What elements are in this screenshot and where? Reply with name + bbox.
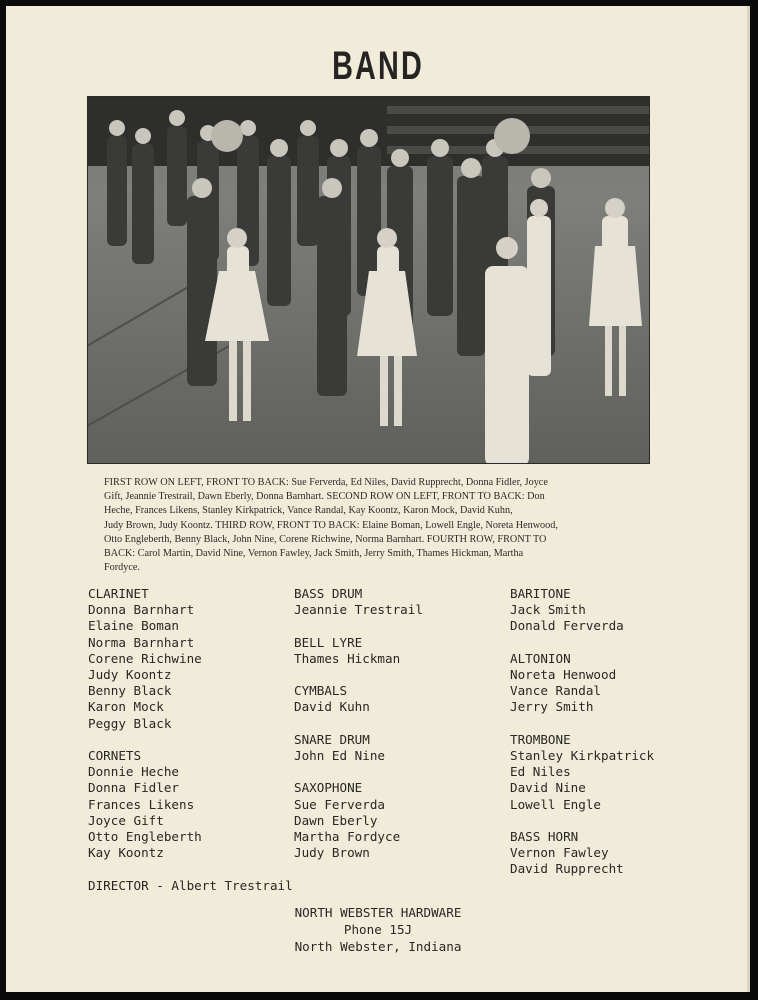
- roster-column-1: [88, 586, 202, 878]
- member-name: Judy Brown: [294, 845, 370, 861]
- caption-line: Judy Brown, Judy Koontz. THIRD ROW, FRONT TO BACK: Elaine Boman, Lowell Engle, Noreta Henwood,: [104, 519, 558, 531]
- member-name: Lowell Engle: [510, 796, 601, 812]
- member-name: Donnie Heche: [88, 764, 179, 780]
- sponsor-ad: [6, 904, 750, 955]
- member-name: Jack Smith: [510, 602, 586, 618]
- member-name: Jerry Smith: [510, 699, 594, 715]
- member-name: Corene Richwine: [88, 650, 202, 666]
- band-photograph: [87, 96, 650, 464]
- caption-line: Fordyce.: [104, 562, 140, 574]
- member-name: Judy Koontz: [88, 667, 172, 683]
- member-name: Kay Koontz: [88, 845, 164, 861]
- roster-column-3: [510, 586, 654, 894]
- section-heading: BASS HORN: [510, 829, 579, 844]
- member-name: Donald Ferverda: [510, 618, 624, 634]
- member-name: Vance Randal: [510, 683, 601, 699]
- section-baritone: [510, 586, 654, 635]
- member-name: Benny Black: [88, 683, 172, 699]
- section-heading: TROMBONE: [510, 731, 571, 747]
- section-heading: BELL LYRE: [294, 634, 363, 650]
- caption-line: Otto Engleberth, Benny Black, John Nine, Corene Richwine, Norma Barnhart. FOURTH ROW, FRONT TO: [104, 533, 547, 545]
- sponsor-name: NORTH WEBSTER HARDWARE: [294, 905, 462, 920]
- caption-line: BACK: Carol Martin, David Nine, Vernon Fawley, Jack Smith, Jerry Smith, Thames Hickman, Martha: [104, 548, 524, 560]
- member-name: Norma Barnhart: [88, 634, 195, 650]
- member-name: David Kuhn: [294, 699, 370, 715]
- sponsor-location: North Webster, Indiana: [294, 939, 462, 954]
- band-director: DIRECTOR - Albert Trestrail: [88, 878, 293, 893]
- member-name: Dawn Eberly: [294, 812, 378, 828]
- section-heading: ALTONION: [510, 650, 571, 666]
- member-name: Donna Barnhart: [88, 602, 195, 618]
- section-heading: CYMBALS: [294, 683, 348, 699]
- section-saxophone: [294, 780, 423, 861]
- section-heading: SNARE DRUM: [294, 731, 370, 747]
- page-title: BAND: [332, 44, 424, 88]
- member-name: Elaine Boman: [88, 618, 179, 634]
- member-name: Otto Engleberth: [88, 829, 202, 845]
- member-name: John Ed Nine: [294, 747, 385, 763]
- member-name: Peggy Black: [88, 715, 172, 731]
- caption-line: Gift, Jeannie Trestrail, Dawn Eberly, Donna Barnhart. SECOND ROW ON LEFT, FRONT TO BACK: Don: [104, 491, 545, 503]
- section-heading: SAXOPHONE: [294, 780, 363, 796]
- member-name: Martha Fordyce: [294, 828, 401, 844]
- yearbook-page: [6, 6, 750, 992]
- section-cornets: [88, 748, 202, 861]
- member-name: Ed Niles: [510, 764, 571, 780]
- band-photo-image: [87, 96, 650, 464]
- section-heading: CORNETS: [88, 748, 142, 764]
- sponsor-phone: Phone 15J: [343, 922, 413, 937]
- section-snare-drum: [294, 732, 423, 764]
- section-altonion: [510, 651, 654, 716]
- member-name: Karon Mock: [88, 699, 164, 715]
- member-name: Frances Likens: [88, 796, 195, 812]
- caption-line: FIRST ROW ON LEFT, FRONT TO BACK: Sue Ferverda, Ed Niles, David Rupprecht, Donna Fidler, Joyce: [104, 477, 548, 488]
- member-name: Sue Ferverda: [294, 796, 385, 812]
- member-name: Vernon Fawley: [510, 845, 609, 861]
- section-bass-drum: [294, 586, 423, 618]
- photo-caption: [104, 476, 640, 575]
- roster-column-2: [294, 586, 423, 878]
- member-name: Noreta Henwood: [510, 667, 617, 682]
- section-trombone: [510, 732, 654, 813]
- section-heading: CLARINET: [88, 586, 149, 601]
- section-heading: BARITONE: [510, 586, 571, 601]
- member-name: David Nine: [510, 780, 586, 796]
- section-bass-horn: [510, 829, 654, 878]
- member-name: Stanley Kirkpatrick: [510, 748, 655, 763]
- member-name: Joyce Gift: [88, 812, 164, 828]
- section-clarinet: [88, 586, 202, 732]
- caption-line: Heche, Frances Likens, Stanley Kirkpatrick, Vance Randal, Kay Koontz, Karon Mock, David Kuhn,: [104, 505, 513, 517]
- section-bell-lyre: [294, 635, 423, 667]
- member-name: Jeannie Trestrail: [294, 602, 423, 618]
- member-name: Thames Hickman: [294, 650, 401, 666]
- section-heading: BASS DRUM: [294, 586, 363, 601]
- section-cymbals: [294, 683, 423, 715]
- member-name: David Rupprecht: [510, 861, 624, 877]
- member-name: Donna Fidler: [88, 780, 179, 796]
